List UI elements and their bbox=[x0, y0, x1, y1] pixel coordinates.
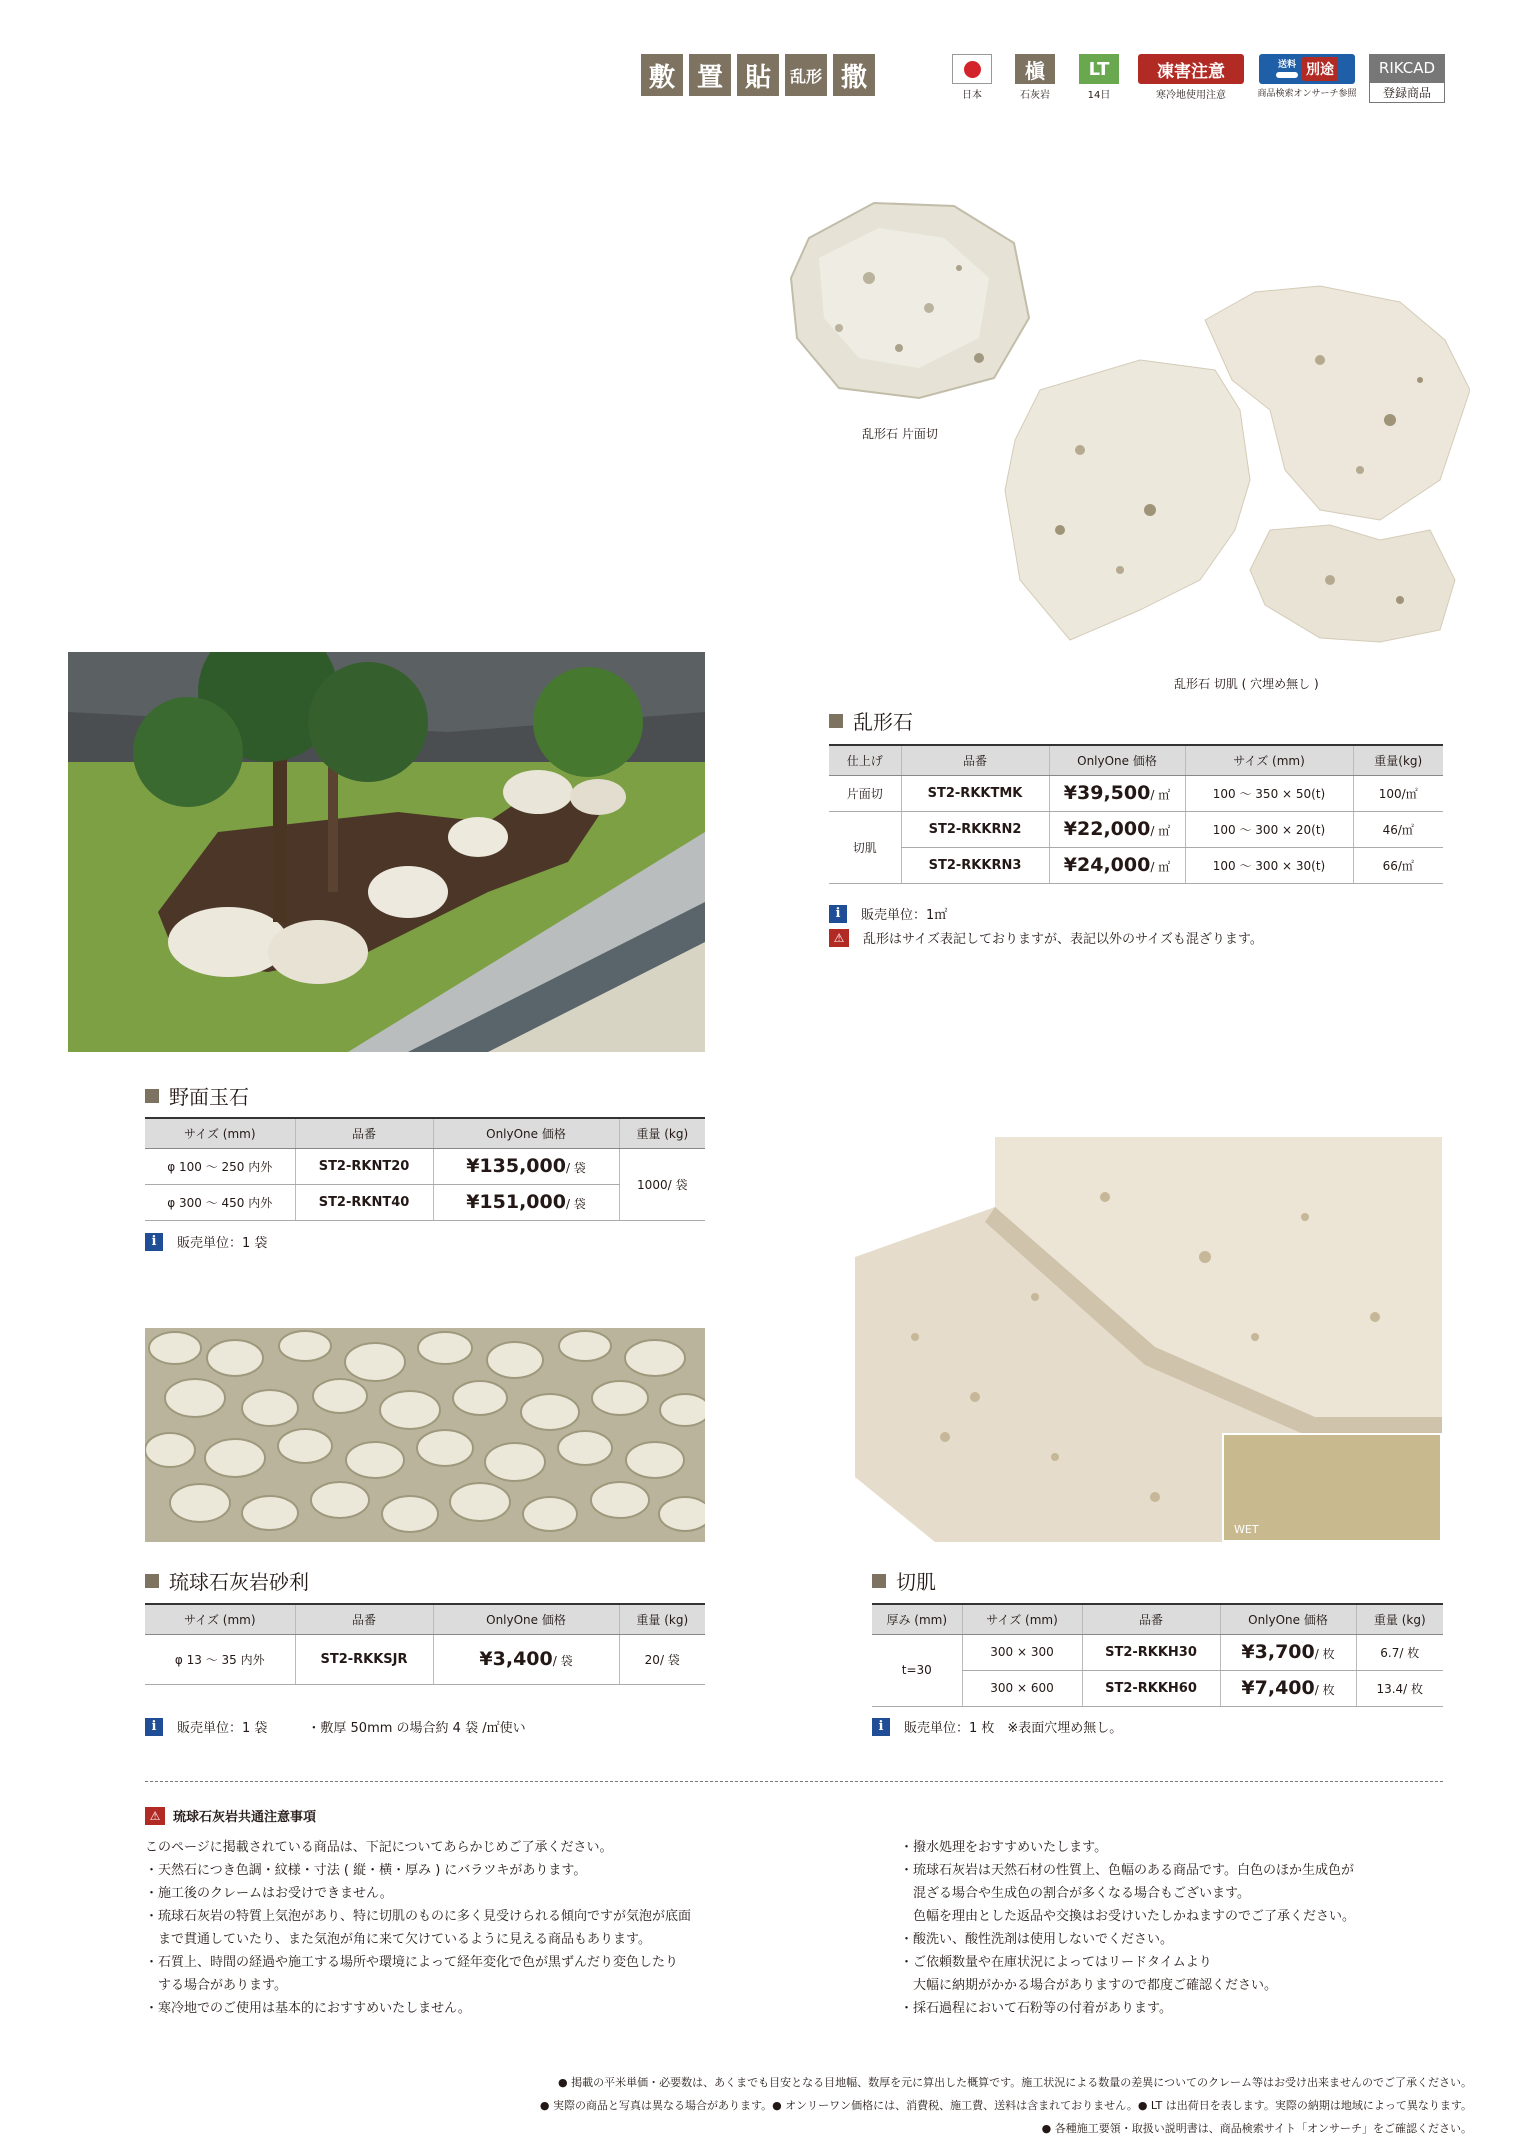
price-value: ¥7,400 bbox=[1241, 1677, 1315, 1699]
caution-line: ・酸洗い、酸性洗剤は使用しないでください。 bbox=[900, 1932, 1174, 1947]
price-value: ¥135,000 bbox=[466, 1155, 566, 1177]
japan-flag-icon bbox=[952, 54, 992, 84]
code-cell: ST2-RKKH60 bbox=[1082, 1670, 1220, 1706]
rankei-title-text: 乱形石 bbox=[853, 710, 913, 734]
kirihada-table bbox=[872, 1603, 1443, 1707]
kirihada-photo bbox=[855, 1137, 1442, 1542]
rankei-table bbox=[829, 744, 1443, 884]
rankei-warning-note bbox=[829, 928, 1263, 947]
code-cell: ST2-RKKRN3 bbox=[901, 847, 1049, 883]
weight-cell: 100/㎡ bbox=[1353, 775, 1443, 811]
price-unit: / 枚 bbox=[1314, 1683, 1335, 1697]
material-caption: 石灰岩 bbox=[1020, 90, 1050, 101]
column-header: 厚み (mm) bbox=[872, 1604, 962, 1634]
material-box: 槇 bbox=[1015, 54, 1055, 84]
table-row bbox=[829, 811, 1443, 847]
info-icon: i bbox=[829, 905, 847, 923]
code-cell: ST2-RKNT40 bbox=[295, 1184, 433, 1220]
price-cell bbox=[1049, 811, 1185, 847]
size-cell: 100 ～ 300 × 20(t) bbox=[1185, 811, 1353, 847]
shipping-box-label: 別途 bbox=[1302, 57, 1338, 81]
caution-line: する場合があります。 bbox=[145, 1978, 287, 1993]
footer-note: ● 掲載の平米単価・必要数は、あくまでも目安となる目地幅、数厚を元に算出した概算です。施工状況による数量の差異についてのクレーム等はお受け出来ませんのでご了承ください。 bbox=[558, 2076, 1472, 2089]
caution-title-text: 琉球石灰岩共通注意事項 bbox=[173, 1810, 317, 1825]
jari-title bbox=[145, 1566, 309, 1595]
price-value: ¥39,500 bbox=[1063, 782, 1151, 804]
weight-cell: 46/㎡ bbox=[1353, 811, 1443, 847]
info-icon: i bbox=[145, 1718, 163, 1736]
table-header bbox=[145, 1604, 705, 1634]
footer-note: ● 各種施工要領・取扱い説明書は、商品検索サイト「オンサーチ」をご確認ください。 bbox=[1041, 2122, 1472, 2135]
code-cell: ST2-RKKSJR bbox=[295, 1634, 433, 1684]
truck-icon bbox=[1276, 60, 1298, 78]
rankei-title bbox=[829, 706, 913, 735]
kirihada-title-text: 切肌 bbox=[896, 1570, 936, 1594]
finish-cell: 片面切 bbox=[829, 775, 901, 811]
frost-caption: 寒冷地使用注意 bbox=[1156, 90, 1226, 101]
price-unit: / ㎡ bbox=[1150, 860, 1171, 874]
nozura-title-text: 野面玉石 bbox=[169, 1085, 249, 1109]
price-unit: / 袋 bbox=[552, 1654, 573, 1668]
caution-left-list bbox=[145, 1836, 691, 2020]
column-header: OnlyOne 価格 bbox=[1220, 1604, 1356, 1634]
size-cell: 100 ～ 300 × 30(t) bbox=[1185, 847, 1353, 883]
price-value: ¥3,700 bbox=[1241, 1641, 1315, 1663]
rikcad-badge bbox=[1368, 54, 1446, 103]
nozura-table bbox=[145, 1117, 705, 1221]
table-row bbox=[145, 1148, 705, 1184]
nozura-info-note bbox=[145, 1232, 267, 1251]
title-marker bbox=[145, 1089, 159, 1103]
leadtime-badge bbox=[1076, 54, 1122, 101]
table-row bbox=[829, 847, 1443, 883]
size-cell: 100 ～ 350 × 50(t) bbox=[1185, 775, 1353, 811]
wet-label: WET bbox=[1234, 1523, 1259, 1536]
price-unit: / ㎡ bbox=[1150, 788, 1171, 802]
column-header: サイズ (mm) bbox=[1185, 745, 1353, 775]
usage-mark-hari: 貼 bbox=[737, 54, 779, 96]
usage-mark-shiki: 敷 bbox=[641, 54, 683, 96]
price-cell bbox=[433, 1184, 619, 1220]
garden-photo bbox=[68, 652, 705, 1052]
caution-line: まで貫通していたり、また気泡が角に来て欠けているように見える商品もあります。 bbox=[145, 1932, 651, 1947]
price-value: ¥3,400 bbox=[479, 1648, 553, 1670]
kirihada-title bbox=[872, 1566, 936, 1595]
caution-line: ・ご依頼数量や在庫状況によってはリードタイムより bbox=[900, 1955, 1212, 1970]
nozura-title bbox=[145, 1081, 249, 1110]
shipping-box bbox=[1259, 54, 1355, 84]
warning-icon: ⚠ bbox=[829, 929, 849, 947]
table-header bbox=[829, 745, 1443, 775]
caution-line: 大幅に納期がかかる場合がありますので都度ご確認ください。 bbox=[900, 1978, 1278, 1993]
note-extra-text: ・敷厚 50mm の場合約 4 袋 /㎡使い bbox=[307, 1721, 526, 1736]
size-cell: φ 300 ～ 450 内外 bbox=[145, 1184, 295, 1220]
column-header: サイズ (mm) bbox=[962, 1604, 1082, 1634]
size-cell: 300 × 300 bbox=[962, 1634, 1082, 1670]
usage-mark-rankei: 乱形 bbox=[785, 54, 827, 96]
caution-line: このページに掲載されている商品は、下記についてあらかじめご了承ください。 bbox=[145, 1840, 613, 1855]
note-text: 販売単位：1㎡ bbox=[861, 908, 948, 923]
table-row bbox=[145, 1634, 705, 1684]
price-cell bbox=[1220, 1634, 1356, 1670]
column-header: 重量 (kg) bbox=[619, 1604, 705, 1634]
caution-line: ・撥水処理をおすすめいたします。 bbox=[900, 1840, 1108, 1855]
caution-line: ・琉球石灰岩の特質上気泡があり、特に切肌のものに多く見受けられる傾向ですが気泡が底面 bbox=[145, 1909, 692, 1924]
column-header: 品番 bbox=[295, 1118, 433, 1148]
footer-note: ● 実際の商品と写真は異なる場合があります。● オンリーワン価格には、消費税、施工費、送料は含まれておりません。● LT は出荷日を表します。実際の納期は地域によって異なります。 bbox=[539, 2099, 1472, 2112]
column-header: OnlyOne 価格 bbox=[1049, 745, 1185, 775]
code-cell: ST2-RKKH30 bbox=[1082, 1634, 1220, 1670]
kirihada-info-note bbox=[872, 1717, 1122, 1736]
rankei-info-note bbox=[829, 904, 947, 923]
rankei-kirihada-photo bbox=[1000, 280, 1470, 655]
note-text: 販売単位：1 袋 bbox=[177, 1721, 268, 1736]
info-icon: i bbox=[872, 1718, 890, 1736]
column-header: 仕上げ bbox=[829, 745, 901, 775]
column-header: 重量 (kg) bbox=[1356, 1604, 1443, 1634]
caution-right-list bbox=[900, 1836, 1355, 2020]
size-cell: φ 13 ～ 35 内外 bbox=[145, 1634, 295, 1684]
price-unit: / ㎡ bbox=[1150, 824, 1171, 838]
price-value: ¥22,000 bbox=[1063, 818, 1151, 840]
caution-line: ・施工後のクレームはお受けできません。 bbox=[145, 1886, 393, 1901]
rankei-kirihada-caption: 乱形石 切肌 ( 穴埋め無し ) bbox=[1174, 677, 1319, 691]
caution-line: ・採石過程において石粉等の付着があります。 bbox=[900, 2001, 1172, 2016]
note-text: 販売単位：1 袋 bbox=[177, 1236, 268, 1251]
title-marker bbox=[145, 1574, 159, 1588]
table-row bbox=[872, 1634, 1443, 1670]
price-cell bbox=[1220, 1670, 1356, 1706]
column-header: 重量 (kg) bbox=[619, 1118, 705, 1148]
caution-line: 色幅を理由とした返品や交換はお受けいたしかねますのでご了承ください。 bbox=[900, 1909, 1356, 1924]
price-unit: / 袋 bbox=[565, 1197, 586, 1211]
jari-info-note bbox=[145, 1717, 526, 1736]
column-header: サイズ (mm) bbox=[145, 1118, 295, 1148]
price-unit: / 袋 bbox=[565, 1161, 586, 1175]
weight-cell: 13.4/ 枚 bbox=[1356, 1670, 1443, 1706]
note-text: 乱形はサイズ表記しておりますが、表記以外のサイズも混ざります。 bbox=[863, 932, 1263, 947]
weight-cell: 1000/ 袋 bbox=[619, 1148, 705, 1220]
column-header: OnlyOne 価格 bbox=[433, 1118, 619, 1148]
frost-box: 凍害注意 bbox=[1138, 54, 1244, 84]
info-icon: i bbox=[145, 1233, 163, 1251]
weight-cell: 6.7/ 枚 bbox=[1356, 1634, 1443, 1670]
column-header: OnlyOne 価格 bbox=[433, 1604, 619, 1634]
caution-line: ・琉球石灰岩は天然石材の性質上、色幅のある商品です。白色のほか生成色が bbox=[900, 1863, 1354, 1878]
jari-photo bbox=[145, 1328, 705, 1542]
jari-table bbox=[145, 1603, 705, 1685]
column-header: 品番 bbox=[1082, 1604, 1220, 1634]
weight-cell: 20/ 袋 bbox=[619, 1634, 705, 1684]
code-cell: ST2-RKNT20 bbox=[295, 1148, 433, 1184]
jari-title-text: 琉球石灰岩砂利 bbox=[169, 1570, 309, 1594]
warning-icon: ⚠ bbox=[145, 1807, 165, 1825]
price-cell bbox=[1049, 775, 1185, 811]
weight-cell: 66/㎡ bbox=[1353, 847, 1443, 883]
price-value: ¥151,000 bbox=[466, 1191, 566, 1213]
size-cell: φ 100 ～ 250 内外 bbox=[145, 1148, 295, 1184]
rankei-katamen-caption: 乱形石 片面切 bbox=[862, 427, 938, 441]
code-cell: ST2-RKKTMK bbox=[901, 775, 1049, 811]
title-marker bbox=[872, 1574, 886, 1588]
usage-mark-maki: 撒 bbox=[833, 54, 875, 96]
column-header: 重量(kg) bbox=[1353, 745, 1443, 775]
table-header bbox=[145, 1118, 705, 1148]
rankei-katamen-photo bbox=[779, 198, 1034, 403]
caution-line: ・石質上、時間の経過や施工する場所や環境によって経年変化で色が黒ずんだり変色したり bbox=[145, 1955, 679, 1970]
price-cell bbox=[433, 1148, 619, 1184]
origin-caption: 日本 bbox=[962, 90, 982, 101]
title-marker bbox=[829, 714, 843, 728]
price-unit: / 枚 bbox=[1314, 1647, 1335, 1661]
table-header bbox=[872, 1604, 1443, 1634]
leadtime-caption: 14日 bbox=[1087, 90, 1111, 101]
shipping-caption: 商品検索オンサーチ参照 bbox=[1257, 89, 1357, 99]
note-text: 販売単位：1 枚 ※表面穴埋め無し。 bbox=[904, 1721, 1123, 1736]
column-header: 品番 bbox=[295, 1604, 433, 1634]
material-badge bbox=[1010, 54, 1060, 101]
caution-line: ・寒冷地でのご使用は基本的におすすめいたしません。 bbox=[145, 2001, 471, 2016]
shipping-box-top: 送料 bbox=[1277, 60, 1296, 70]
column-header: 品番 bbox=[901, 745, 1049, 775]
leadtime-box: LT bbox=[1079, 54, 1119, 84]
shipping-badge bbox=[1252, 54, 1362, 99]
section-divider bbox=[145, 1781, 1443, 1782]
size-cell: 300 × 600 bbox=[962, 1670, 1082, 1706]
origin-badge bbox=[950, 54, 994, 101]
price-cell bbox=[433, 1634, 619, 1684]
wet-inset bbox=[1222, 1433, 1442, 1542]
rikcad-caption: 登録商品 bbox=[1369, 82, 1445, 103]
caution-title bbox=[145, 1806, 316, 1825]
price-cell bbox=[1049, 847, 1185, 883]
usage-mark-oki: 置 bbox=[689, 54, 731, 96]
table-row bbox=[829, 775, 1443, 811]
price-value: ¥24,000 bbox=[1063, 854, 1151, 876]
rikcad-box: RIKCAD bbox=[1369, 54, 1445, 82]
finish-cell: 切肌 bbox=[829, 811, 901, 883]
caution-line: 混ざる場合や生成色の割合が多くなる場合もございます。 bbox=[900, 1886, 1250, 1901]
code-cell: ST2-RKKRN2 bbox=[901, 811, 1049, 847]
caution-line: ・天然石につき色調・紋様・寸法 ( 縦・横・厚み ) にバラツキがあります。 bbox=[145, 1863, 587, 1878]
thickness-cell: t=30 bbox=[872, 1634, 962, 1706]
frost-badge bbox=[1136, 54, 1246, 101]
column-header: サイズ (mm) bbox=[145, 1604, 295, 1634]
